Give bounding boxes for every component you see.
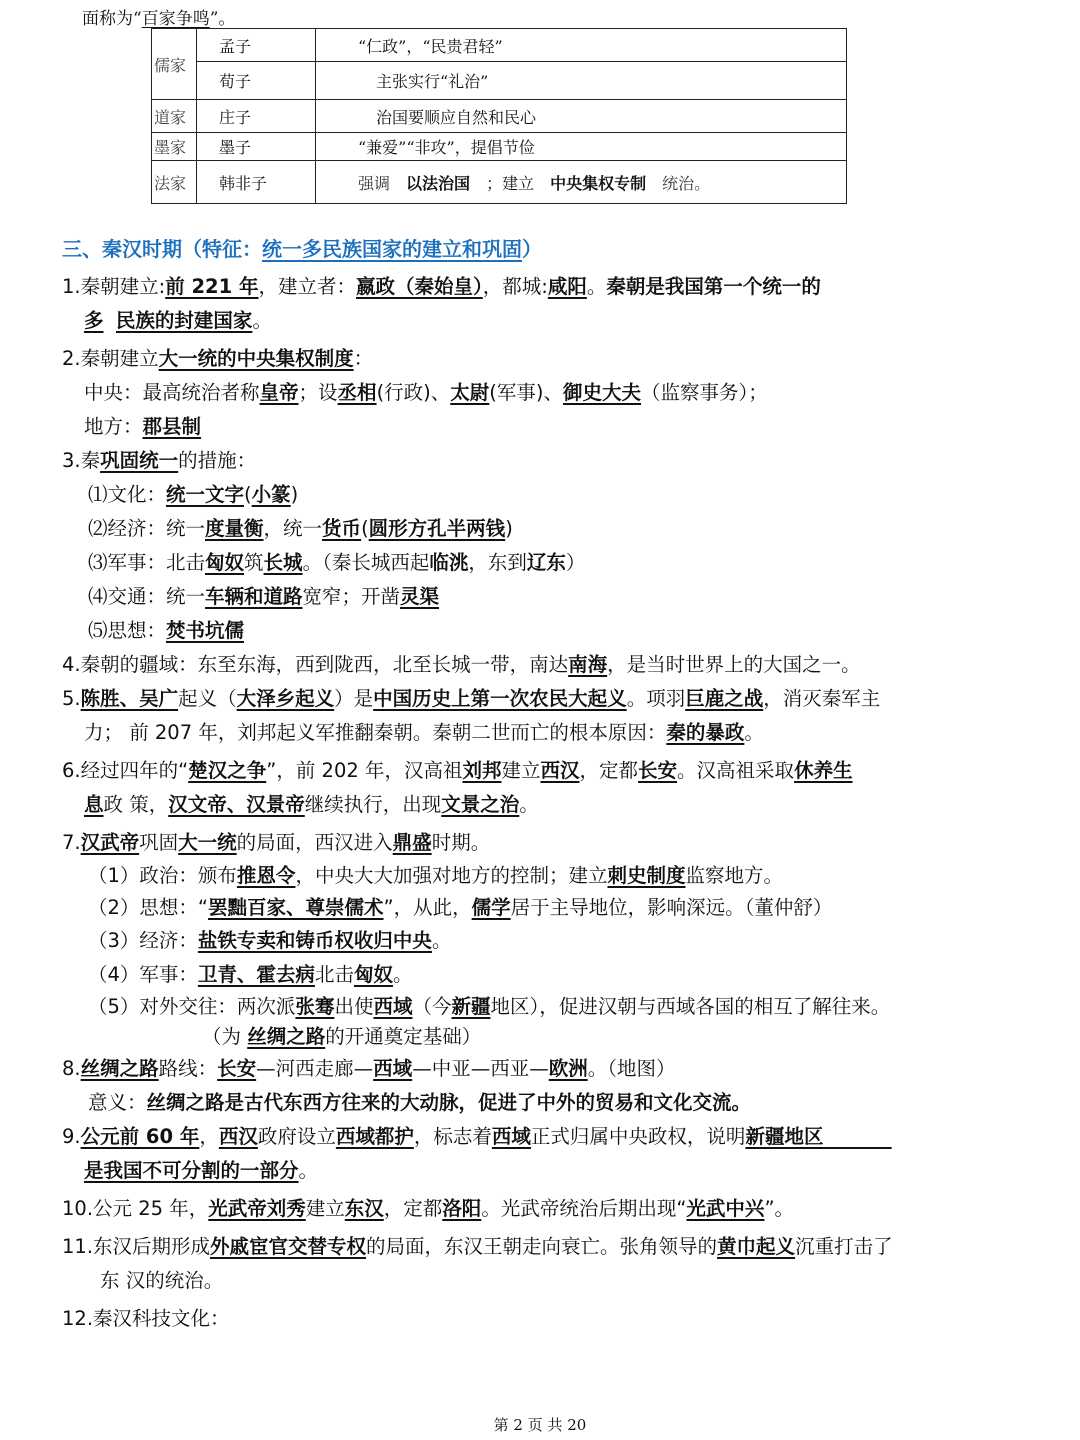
item-2a: 中央：最高统治者称皇帝；设丞相(行政)、太尉(军事)、御史大夫（监察事务）； [84, 381, 768, 404]
item-7e: （5）对外交往：两次派张骞出使西域（今新疆地区），促进汉朝与西域各国的相互了解往来。 [88, 995, 891, 1018]
item-3b: ⑵经济：统一度量衡，统一货币(圆形方孔半两钱) [88, 517, 513, 540]
item-3c: ⑶军事：北击匈奴筑长城。（秦长城西起临洮，东到辽东） [88, 551, 586, 574]
desc-cell: 强调 以法治国 ；建立 中央集权专制 统治。 [316, 161, 847, 204]
table-row [152, 133, 847, 161]
intro-line: 面称为“百家争鸣”。 [82, 9, 236, 29]
person-cell: 庄子 [197, 100, 316, 133]
desc-cell: 治国要顺应自然和民心 [316, 100, 847, 133]
person-cell: 孟子 [197, 29, 316, 62]
item-5-cont: 力； 前 207 年，刘邦起义军推翻秦朝。秦朝二世而亡的根本原因：秦的暴政。 [84, 721, 764, 744]
notes-body [62, 232, 1022, 1336]
table-row [152, 161, 847, 204]
school-cell: 儒家 [152, 29, 197, 100]
item-6: 6.经过四年的“楚汉之争”，前 202 年，汉高祖刘邦建立西汉，定都长安。汉高祖采取休养生 [62, 759, 853, 782]
desc-cell: “仁政”，“民贵君轻” [316, 29, 847, 62]
item-7f: （为 丝绸之路的开通奠定基础） [202, 1025, 482, 1048]
item-7c: （3）经济：盐铁专卖和铸币权收归中央。 [88, 929, 452, 952]
item-7b: （2）思想：“罢黜百家、尊崇儒术”，从此，儒学居于主导地位，影响深远。（董仲舒） [88, 896, 833, 919]
desc-cell: 主张实行“礼治” [316, 62, 847, 100]
hundred-schools-table [151, 28, 847, 204]
item-3a: ⑴文化：统一文字(小篆) [88, 483, 299, 506]
item-9-cont: 是我国不可分割的一部分。 [84, 1159, 319, 1182]
item-12: 12.秦汉科技文化： [62, 1307, 230, 1330]
item-2: 2.秦朝建立大一统的中央集权制度： [62, 347, 374, 370]
item-7: 7.汉武帝巩固大一统的局面，西汉进入鼎盛时期。 [62, 831, 491, 854]
item-8: 8.丝绸之路路线：长安—河西走廊—西域—中亚—西亚—欧洲。（地图） [62, 1057, 676, 1080]
table-row [152, 100, 847, 133]
school-cell: 墨家 [152, 133, 197, 161]
item-7d: （4）军事：卫青、霍去病北击匈奴。 [88, 963, 413, 986]
table-row [152, 62, 847, 100]
item-2b: 地方：郡县制 [84, 415, 202, 438]
page-footer: 第 2 页 共 20 [493, 1416, 587, 1434]
item-1: 1.秦朝建立:前 221 年，建立者：嬴政（秦始皇），都城:咸阳。秦朝是我国第一个统一的 [62, 275, 821, 298]
item-3e: ⑸思想：焚书坑儒 [88, 619, 245, 642]
item-4: 4.秦朝的疆域：东至东海，西到陇西，北至长城一带，南达南海，是当时世界上的大国之一。 [62, 653, 861, 676]
item-3d: ⑷交通：统一车辆和道路宽窄；开凿灵渠 [88, 585, 440, 608]
desc-cell: “兼爱”“非攻”，提倡节俭 [316, 133, 847, 161]
section-heading: 三、秦汉时期（特征：统一多民族国家的建立和巩固） [62, 237, 542, 261]
item-9: 9.公元前 60 年，西汉政府设立西域都护，标志着西域正式归属中央政权，说明新疆地区 [62, 1125, 824, 1148]
table-row [152, 29, 847, 62]
school-cell: 法家 [152, 161, 197, 204]
person-cell: 荀子 [197, 62, 316, 100]
item-1-cont: 多 民族的封建国家。 [84, 309, 272, 332]
person-cell: 墨子 [197, 133, 316, 161]
item-10: 10.公元 25 年，光武帝刘秀建立东汉，定都洛阳。光武帝统治后期出现“光武中兴”。 [62, 1197, 795, 1220]
item-7a: （1）政治：颁布推恩令，中央大大加强对地方的控制；建立刺史制度监察地方。 [88, 864, 783, 887]
person-cell: 韩非子 [197, 161, 316, 204]
item-8a: 意义：丝绸之路是古代东西方往来的大动脉，促进了中外的贸易和文化交流。 [88, 1091, 752, 1114]
item-5: 5.陈胜、吴广起义（大泽乡起义）是中国历史上第一次农民大起义。项羽巨鹿之战，消灭秦军主 [62, 687, 881, 710]
item-6-cont: 息政 策，汉文帝、汉景帝继续执行，出现文景之治。 [84, 793, 539, 816]
item-11: 11.东汉后期形成外戚宦官交替专权的局面，东汉王朝走向衰亡。张角领导的黄巾起义沉重打击了 [62, 1235, 893, 1258]
school-cell: 道家 [152, 100, 197, 133]
item-11-cont: 东 汉的统治。 [100, 1269, 224, 1292]
item-3: 3.秦巩固统一的措施： [62, 449, 257, 472]
